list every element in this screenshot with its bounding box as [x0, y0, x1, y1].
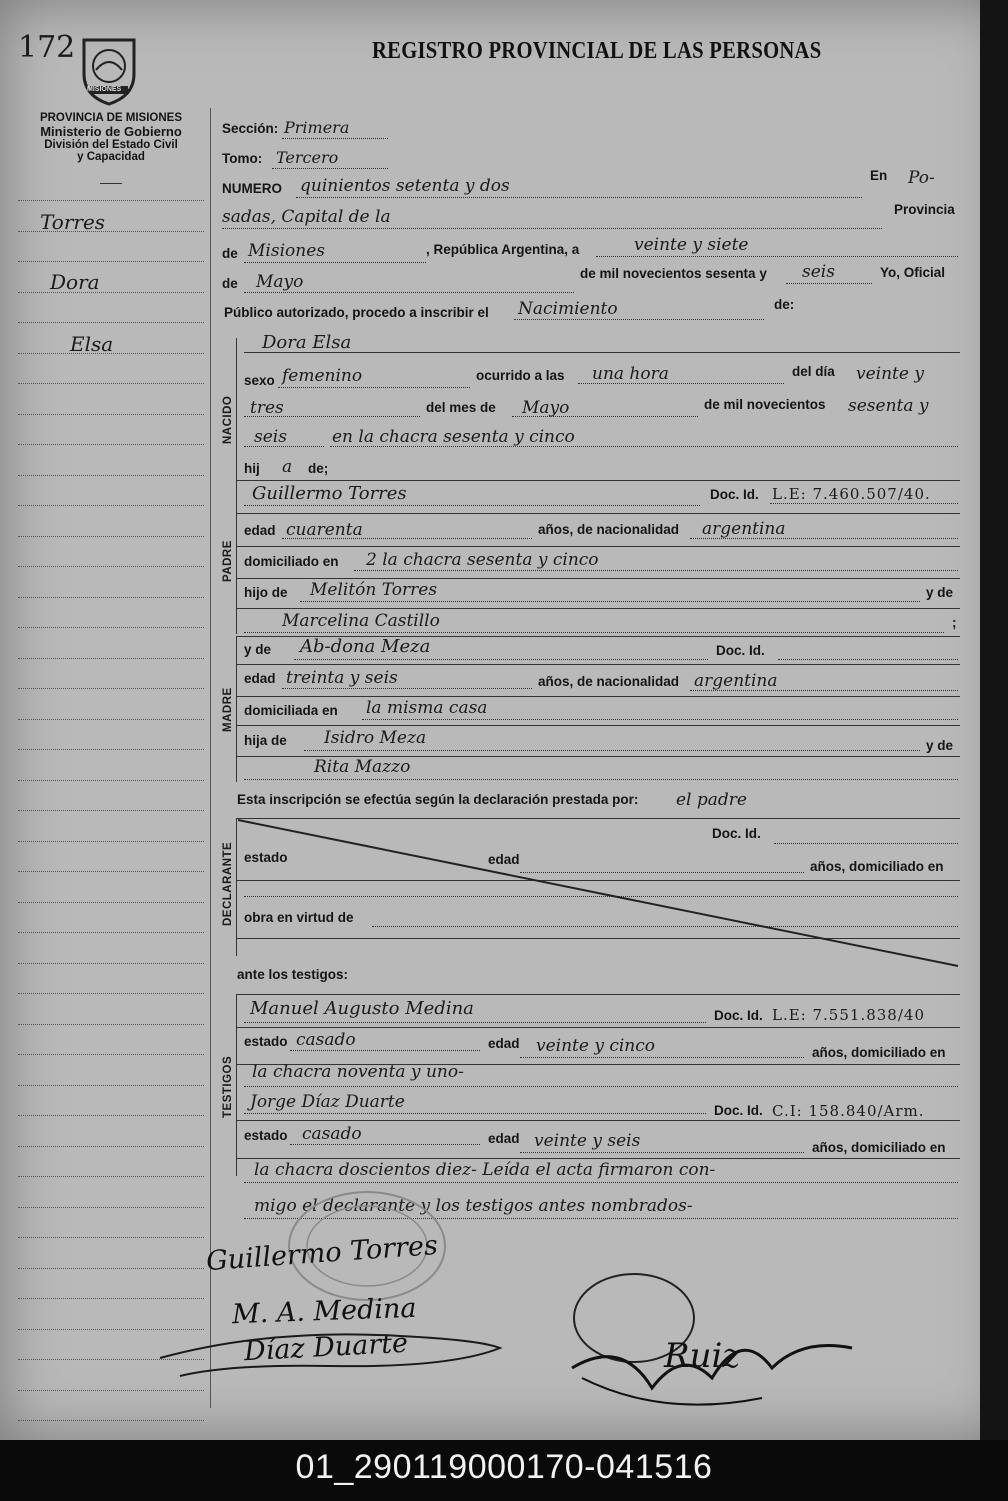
label-de-mil: de mil novecientos [704, 397, 826, 412]
value-fecha-dia: veinte y siete [634, 235, 749, 255]
sidebar-rule [18, 688, 204, 689]
value-lugar: en la chacra sesenta y cinco [332, 427, 575, 447]
label-padre-doc: Doc. Id. [710, 487, 759, 502]
label-t2-edad: edad [488, 1131, 520, 1146]
sidebar-name2: Elsa [70, 332, 114, 356]
sidebar-rule [18, 200, 204, 201]
signature-testigo2: Díaz Duarte [243, 1327, 409, 1368]
corner-number: 172 [18, 30, 76, 65]
label-madre-edad: edad [244, 671, 276, 686]
sidebar-rule [18, 871, 204, 872]
label-declarante-estado: estado [244, 850, 288, 865]
section-madre: MADRE [222, 687, 234, 732]
label-t1-doc: Doc. Id. [714, 1008, 763, 1023]
sidebar-rule [18, 749, 204, 750]
value-padre-nac: argentina [702, 519, 786, 539]
label-provincia: Provincia [894, 202, 955, 217]
seal-label: MISIONES [87, 86, 122, 93]
value-sexo: femenino [282, 366, 363, 386]
sidebar-rule [18, 1024, 204, 1025]
value-madre-nac: argentina [694, 671, 778, 691]
value-t1-dom: la chacra noventa y uno- [252, 1062, 464, 1082]
label-madre-hija-de: hija de [244, 733, 287, 748]
label-de-2: de [222, 276, 238, 291]
label-padre-dom: domiciliado en [244, 554, 339, 569]
value-en: Po- [908, 168, 935, 188]
sidebar-rule [18, 322, 204, 323]
sidebar-rule [18, 1420, 204, 1421]
section-declarante: DECLARANTE [222, 841, 234, 926]
value-padre-edad: cuarenta [286, 520, 363, 540]
label-tomo: Tomo: [222, 151, 263, 166]
value-seccion: Primera [284, 118, 350, 137]
label-t2-estado: estado [244, 1128, 288, 1143]
value-t1-nombre: Manuel Augusto Medina [250, 998, 474, 1019]
value-declarante: el padre [676, 790, 747, 810]
value-dia-1: veinte y [856, 364, 924, 384]
label-hij: hij [244, 461, 260, 476]
signature-declarante: Guillermo Torres [205, 1229, 439, 1278]
value-madre-edad: treinta y seis [286, 668, 398, 688]
value-t2-doc: C.I: 158.840/Arm. [772, 1102, 925, 1120]
value-anio-1: sesenta y [848, 396, 929, 416]
label-seccion: Sección: [222, 121, 279, 136]
value-t2-nombre: Jorge Díaz Duarte [250, 1092, 405, 1112]
sidebar-rule [18, 505, 204, 506]
sidebar-rule [18, 1207, 204, 1208]
provincial-seal [76, 30, 142, 106]
value-t1-estado: casado [296, 1030, 356, 1050]
sidebar-surname: Torres [40, 210, 106, 234]
label-declarante-edad: edad [488, 852, 520, 867]
value-cierre-2: migo el declarante y los testigos antes nombrados- [254, 1196, 693, 1216]
value-ciudad: sadas, Capital de la [222, 207, 391, 227]
sidebar-rule [18, 414, 204, 415]
sidebar-rule [18, 444, 204, 445]
value-padre-doc: L.E: 7.460.507/40. [772, 485, 931, 503]
value-mes: Mayo [256, 272, 304, 292]
value-padre-padre: Melitón Torres [310, 580, 438, 600]
value-cierre-1: la chacra doscientos diez- Leída el acta firmaron con- [254, 1160, 716, 1180]
label-padre-semicolon: ; [952, 615, 957, 630]
sidebar-rule [18, 292, 204, 293]
value-madre-madre: Rita Mazzo [314, 757, 411, 777]
value-t2-edad: veinte y seis [534, 1131, 641, 1151]
label-inscripcion: Esta inscripción se efectúa según la declaración prestada por: [237, 792, 639, 807]
value-dia-2: tres [250, 398, 284, 418]
value-anio: seis [802, 262, 835, 282]
label-madre-y-de2: y de [926, 738, 954, 753]
label-sexo: sexo [244, 373, 275, 388]
sidebar-rule [18, 1115, 204, 1116]
sidebar-rule [18, 1146, 204, 1147]
value-padre-dom: 2 la chacra sesenta y cinco [366, 550, 599, 570]
label-t2-doc: Doc. Id. [714, 1103, 763, 1118]
value-padre-nombre: Guillermo Torres [252, 483, 407, 504]
label-padre-y-de: y de [926, 585, 954, 600]
value-hora: una hora [592, 364, 669, 384]
label-yo-oficial: Yo, Oficial [880, 265, 946, 280]
label-t1-anos: años, domiciliado en [812, 1045, 946, 1060]
label-padre-nac: años, de nacionalidad [538, 522, 680, 537]
sidebar-rule [18, 1390, 204, 1391]
label-madre-dom: domiciliada en [244, 703, 338, 718]
sidebar-rule [18, 841, 204, 842]
sidebar-rule [18, 932, 204, 933]
sidebar-name1: Dora [50, 270, 100, 294]
header-divider [100, 183, 122, 184]
value-nombre: Dora Elsa [262, 332, 352, 353]
value-numero: quinientos setenta y dos [300, 176, 510, 196]
sidebar-rule [18, 1054, 204, 1055]
label-t2-anos: años, domiciliado en [812, 1140, 946, 1155]
sidebar-rule [18, 597, 204, 598]
label-de-colon: de: [774, 297, 795, 312]
label-en: En [870, 168, 888, 183]
value-madre-padre: Isidro Meza [324, 728, 427, 748]
sidebar-divider [210, 108, 211, 1408]
label-padre-edad: edad [244, 523, 276, 538]
signature-oficial: Ruiz [664, 1336, 741, 1376]
sidebar-rule [18, 658, 204, 659]
section-nacido: NACIDO [222, 395, 234, 444]
label-madre-nac: años, de nacionalidad [538, 674, 680, 689]
sidebar-rule [18, 1176, 204, 1177]
value-madre-dom: la misma casa [366, 698, 488, 718]
sidebar-rule [18, 963, 204, 964]
value-hij-suffix: a [282, 457, 293, 477]
value-provincia: Misiones [248, 241, 325, 261]
declarante-cancel-line [236, 818, 960, 968]
sidebar-rule [18, 566, 204, 567]
sidebar-rule [18, 627, 204, 628]
label-de-mil-sesenta: de mil novecientos sesenta y [580, 266, 767, 281]
value-tomo: Tercero [276, 148, 339, 167]
image-id-footer: 01_290119000170-041516 [295, 1448, 713, 1486]
label-padre-hijo-de: hijo de [244, 585, 288, 600]
value-t1-doc: L.E: 7.551.838/40 [772, 1006, 925, 1024]
label-t1-edad: edad [488, 1036, 520, 1051]
label-t1-estado: estado [244, 1034, 288, 1049]
sidebar-rule [18, 1298, 204, 1299]
sidebar-rule [18, 1237, 204, 1238]
value-anio-2: seis [254, 427, 287, 447]
sidebar-rule [18, 1085, 204, 1086]
sidebar-rule [18, 261, 204, 262]
sidebar-rule [18, 536, 204, 537]
section-testigos: TESTIGOS [222, 1055, 234, 1118]
sidebar-rule [18, 719, 204, 720]
sidebar-rule [18, 810, 204, 811]
division-line1: División del Estado Civil [44, 139, 178, 151]
label-madre-y-de: y de [244, 642, 272, 657]
value-mes-nac: Mayo [522, 398, 570, 418]
value-t1-edad: veinte y cinco [536, 1036, 656, 1056]
label-publico: Público autorizado, procedo a inscribir el [224, 305, 489, 320]
value-madre-nombre: Ab-dona Meza [300, 636, 431, 657]
label-numero: NUMERO [222, 181, 282, 196]
document-title: REGISTRO PROVINCIAL DE LAS PERSONAS [372, 38, 822, 64]
label-del-mes: del mes de [426, 400, 496, 415]
label-de-1: de [222, 246, 238, 261]
sidebar-rule [18, 383, 204, 384]
label-madre-doc: Doc. Id. [716, 643, 765, 658]
section-padre: PADRE [222, 540, 234, 582]
label-republica: , República Argentina, a [426, 242, 580, 257]
sidebar-rule [18, 1268, 204, 1269]
signature-testigo1: M. A. Medina [231, 1292, 418, 1331]
signature-flourish [150, 1318, 510, 1388]
page-binding-edge [980, 0, 1008, 1440]
label-de-semicolon: de; [308, 461, 329, 476]
label-declarante-doc: Doc. Id. [712, 826, 761, 841]
label-declarante-anos: años, domiciliado en [810, 859, 944, 874]
province-name: PROVINCIA DE MISIONES [39, 112, 183, 124]
label-obra: obra en virtud de [244, 910, 354, 925]
sidebar-rule [18, 993, 204, 994]
sidebar-rule [18, 475, 204, 476]
ministry-name: Ministerio de Gobierno [40, 124, 182, 139]
label-ante-testigos: ante los testigos: [237, 967, 349, 982]
value-padre-madre: Marcelina Castillo [282, 611, 440, 631]
label-del-dia: del día [792, 364, 835, 379]
sidebar-rule [18, 780, 204, 781]
division-line2: y Capacidad [77, 151, 145, 163]
label-ocurrido: ocurrido a las [476, 368, 565, 383]
sidebar-rule [18, 902, 204, 903]
value-t2-estado: casado [302, 1124, 362, 1144]
value-acto: Nacimiento [518, 299, 618, 319]
